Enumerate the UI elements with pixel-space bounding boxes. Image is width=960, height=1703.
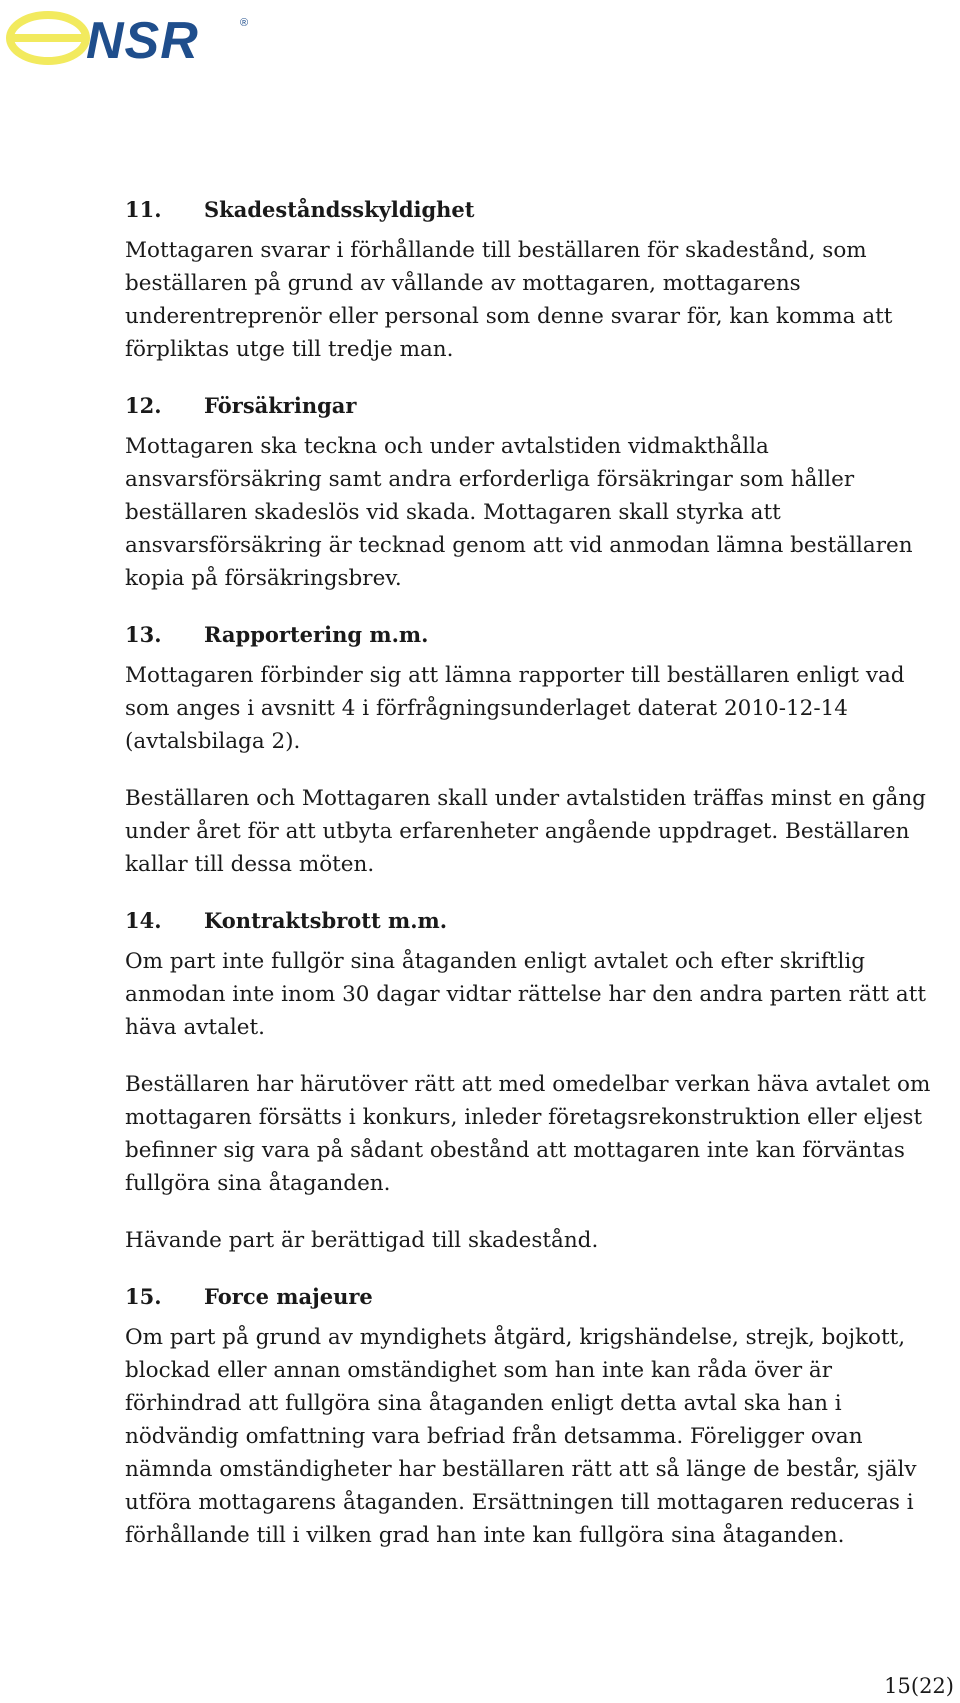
paragraph: Beställaren och Mottagaren skall under avtalstiden träffas minst en gång under året för att utbyta erfarenheter angående uppdraget. Beställaren kallar till dessa möten. <box>125 786 926 877</box>
document-body <box>125 194 955 1576</box>
section-13 <box>125 619 955 881</box>
paragraph: Mottagaren förbinder sig att lämna rapporter till beställaren enligt vad som anges i avsnitt 4 i förfrågningsunderlaget daterat 2010-12-14 (avtalsbilaga 2). <box>125 663 905 754</box>
section-heading <box>125 390 955 422</box>
section-number: 12. <box>125 393 162 418</box>
section-15 <box>125 1281 955 1552</box>
logo-text: NSR <box>86 12 199 66</box>
section-title: Skadeståndsskyldighet <box>204 197 475 222</box>
section-11 <box>125 194 955 366</box>
paragraph: Mottagaren svarar i förhållande till beställaren för skadestånd, som beställaren på grund av vållande av mottagaren, mottagarens underentreprenör eller personal som denne svarar för, kan komma att förpliktas utge till tredje man. <box>125 238 893 362</box>
nsr-logo-graphic <box>6 8 266 66</box>
page-number: 15(22) <box>884 1674 954 1698</box>
paragraph: Mottagaren ska teckna och under avtalstiden vidmakthålla ansvarsförsäkring samt andra erforderliga försäkringar som håller beställaren skadeslös vid skada. Mottagaren skall styrka att ansvarsförsäkring är tecknad genom att vid anmodan lämna beställaren kopia på försäkringsbrev. <box>125 434 913 591</box>
section-14 <box>125 905 955 1257</box>
paragraph: Hävande part är berättigad till skadestånd. <box>125 1228 599 1253</box>
section-title: Force majeure <box>204 1284 373 1309</box>
section-title: Kontraktsbrott m.m. <box>204 908 448 933</box>
section-12 <box>125 390 955 595</box>
paragraph: Om part inte fullgör sina åtaganden enligt avtalet och efter skriftlig anmodan inte inom 30 dagar vidtar rättelse har den andra parten rätt att häva avtalet. <box>125 949 926 1040</box>
section-title: Försäkringar <box>204 393 357 418</box>
nsr-logo <box>6 8 266 66</box>
section-number: 15. <box>125 1284 162 1309</box>
paragraph: Om part på grund av myndighets åtgärd, krigshändelse, strejk, bojkott, blockad eller annan omständighet som han inte kan råda över är förhindrad att fullgöra sina åtaganden enligt detta avtal ska han i nödvändig omfattning vara befriad från detsamma. Föreligger ovan nämnda omständigheter har beställaren rätt att så länge de består, själv utföra mottagarens åtaganden. Ersättningen till mottagaren reduceras i förhållande till i vilken grad han inte kan fullgöra sina åtaganden. <box>125 1325 917 1548</box>
section-number: 14. <box>125 908 162 933</box>
section-heading <box>125 1281 955 1313</box>
section-heading <box>125 905 955 937</box>
paragraph: Beställaren har härutöver rätt att med omedelbar verkan häva avtalet om mottagaren försätts i konkurs, inleder företagsrekonstruktion eller eljest befinner sig vara på sådant obestånd att mottagaren inte kan förväntas fullgöra sina åtaganden. <box>125 1072 931 1196</box>
section-number: 11. <box>125 197 162 222</box>
registered-mark: ® <box>240 17 249 29</box>
section-title: Rapportering m.m. <box>204 622 429 647</box>
section-number: 13. <box>125 622 162 647</box>
section-heading <box>125 194 955 226</box>
section-heading <box>125 619 955 651</box>
